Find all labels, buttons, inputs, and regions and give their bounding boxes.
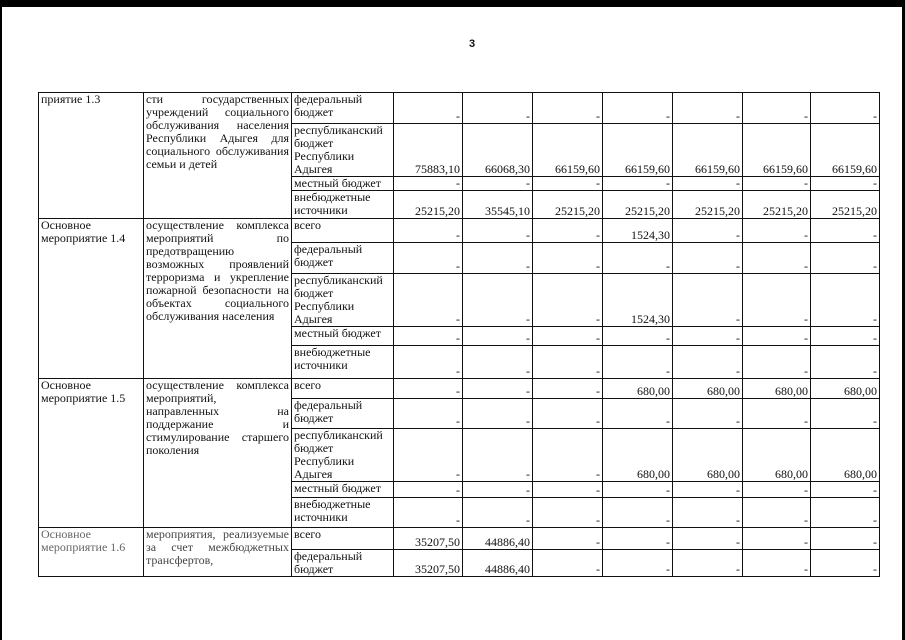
amount-cell: 66159,60 xyxy=(603,124,673,177)
funding-source-cell: всего xyxy=(292,219,394,243)
funding-source-cell: внебюджетные источники xyxy=(292,346,394,379)
amount-cell: - xyxy=(463,346,533,379)
table-row xyxy=(39,93,880,124)
amount-cell: - xyxy=(743,177,811,191)
amount-cell: - xyxy=(394,219,463,243)
funding-source-cell: федеральный бюджет xyxy=(292,550,394,577)
funding-source-cell: внебюджетные источники xyxy=(292,498,394,528)
amount-cell: - xyxy=(603,346,673,379)
amount-cell: - xyxy=(743,346,811,379)
amount-cell: - xyxy=(811,219,880,243)
amount-cell: 25215,20 xyxy=(533,191,603,219)
amount-cell: - xyxy=(743,528,811,550)
amount-cell: - xyxy=(743,219,811,243)
amount-cell: - xyxy=(603,482,673,498)
amount-cell: 25215,20 xyxy=(743,191,811,219)
event-name-cell: приятие 1.3 xyxy=(39,93,144,219)
amount-cell: - xyxy=(533,482,603,498)
amount-cell: - xyxy=(743,327,811,346)
amount-cell: 25215,20 xyxy=(673,191,743,219)
amount-cell: - xyxy=(394,399,463,429)
amount-cell: 35207,50 xyxy=(394,550,463,577)
amount-cell: 66068,30 xyxy=(463,124,533,177)
amount-cell: 75883,10 xyxy=(394,124,463,177)
amount-cell: - xyxy=(463,177,533,191)
event-description-cell: сти государственных учреждений социального обслуживания населения Республики Адыгея для социального обслуживания семьи и детей xyxy=(144,93,292,219)
amount-cell: 66159,60 xyxy=(673,124,743,177)
amount-cell: 680,00 xyxy=(673,379,743,399)
amount-cell: - xyxy=(463,243,533,274)
amount-cell: - xyxy=(394,177,463,191)
funding-source-cell: всего xyxy=(292,528,394,550)
event-name-cell: Основное мероприятие 1.5 xyxy=(39,379,144,528)
amount-cell: - xyxy=(811,243,880,274)
amount-cell: - xyxy=(533,243,603,274)
amount-cell: 25215,20 xyxy=(394,191,463,219)
amount-cell: - xyxy=(533,498,603,528)
funding-source-cell: всего xyxy=(292,379,394,399)
event-name-cell: Основное мероприятие 1.6 xyxy=(39,528,144,577)
table-row xyxy=(39,219,880,243)
amount-cell: - xyxy=(603,399,673,429)
amount-cell: - xyxy=(394,379,463,399)
funding-table xyxy=(38,92,880,577)
amount-cell: 680,00 xyxy=(811,429,880,482)
amount-cell: - xyxy=(533,327,603,346)
amount-cell: - xyxy=(603,177,673,191)
amount-cell: - xyxy=(673,243,743,274)
event-description-cell: мероприятия, реализуемые за счет межбюджетных трансфертов, xyxy=(144,528,292,577)
amount-cell: - xyxy=(673,528,743,550)
amount-cell: - xyxy=(463,429,533,482)
funding-source-cell: республиканский бюджет Республики Адыгея xyxy=(292,274,394,327)
table-row xyxy=(39,528,880,550)
amount-cell: - xyxy=(743,482,811,498)
amount-cell: - xyxy=(463,93,533,124)
amount-cell: - xyxy=(533,429,603,482)
amount-cell: - xyxy=(394,429,463,482)
scan-left-edge xyxy=(0,0,2,640)
amount-cell: - xyxy=(394,243,463,274)
amount-cell: - xyxy=(463,399,533,429)
amount-cell: - xyxy=(603,498,673,528)
amount-cell: - xyxy=(673,498,743,528)
funding-table-body xyxy=(39,93,880,577)
amount-cell: 680,00 xyxy=(743,379,811,399)
amount-cell: - xyxy=(811,498,880,528)
amount-cell: 680,00 xyxy=(811,379,880,399)
amount-cell: - xyxy=(603,243,673,274)
amount-cell: - xyxy=(673,482,743,498)
amount-cell: - xyxy=(673,346,743,379)
event-name-cell: Основное мероприятие 1.4 xyxy=(39,219,144,379)
scan-top-edge xyxy=(0,0,905,7)
funding-source-cell: федеральный бюджет xyxy=(292,243,394,274)
amount-cell: - xyxy=(394,482,463,498)
amount-cell: - xyxy=(603,93,673,124)
amount-cell: 1524,30 xyxy=(603,219,673,243)
amount-cell: - xyxy=(811,177,880,191)
amount-cell: - xyxy=(463,274,533,327)
amount-cell: - xyxy=(673,550,743,577)
amount-cell: - xyxy=(743,498,811,528)
amount-cell: - xyxy=(533,528,603,550)
amount-cell: 35207,50 xyxy=(394,528,463,550)
amount-cell: - xyxy=(463,482,533,498)
amount-cell: 680,00 xyxy=(673,429,743,482)
amount-cell: - xyxy=(673,274,743,327)
amount-cell: - xyxy=(463,219,533,243)
amount-cell: - xyxy=(394,498,463,528)
amount-cell: 44886,40 xyxy=(463,550,533,577)
amount-cell: - xyxy=(463,498,533,528)
amount-cell: - xyxy=(603,528,673,550)
amount-cell: - xyxy=(394,274,463,327)
amount-cell: - xyxy=(533,274,603,327)
amount-cell: - xyxy=(673,327,743,346)
amount-cell: - xyxy=(533,93,603,124)
amount-cell: - xyxy=(811,528,880,550)
amount-cell: - xyxy=(811,482,880,498)
funding-source-cell: местный бюджет xyxy=(292,327,394,346)
amount-cell: - xyxy=(743,399,811,429)
amount-cell: 1524,30 xyxy=(603,274,673,327)
amount-cell: - xyxy=(673,399,743,429)
amount-cell: 66159,60 xyxy=(533,124,603,177)
funding-source-cell: местный бюджет xyxy=(292,482,394,498)
amount-cell: - xyxy=(811,399,880,429)
amount-cell: - xyxy=(811,327,880,346)
amount-cell: - xyxy=(673,219,743,243)
funding-source-cell: республиканский бюджет Республики Адыгея xyxy=(292,429,394,482)
amount-cell: - xyxy=(394,327,463,346)
amount-cell: - xyxy=(533,379,603,399)
amount-cell: - xyxy=(743,93,811,124)
amount-cell: - xyxy=(743,243,811,274)
amount-cell: 44886,40 xyxy=(463,528,533,550)
amount-cell: - xyxy=(533,177,603,191)
funding-source-cell: республиканский бюджет Республики Адыгея xyxy=(292,124,394,177)
amount-cell: - xyxy=(533,219,603,243)
amount-cell: 66159,60 xyxy=(743,124,811,177)
amount-cell: - xyxy=(811,93,880,124)
amount-cell: - xyxy=(463,327,533,346)
amount-cell: - xyxy=(673,93,743,124)
amount-cell: 25215,20 xyxy=(811,191,880,219)
amount-cell: 66159,60 xyxy=(811,124,880,177)
amount-cell: - xyxy=(394,93,463,124)
amount-cell: - xyxy=(463,379,533,399)
funding-source-cell: внебюджетные источники xyxy=(292,191,394,219)
amount-cell: - xyxy=(533,399,603,429)
amount-cell: - xyxy=(603,550,673,577)
amount-cell: - xyxy=(533,550,603,577)
amount-cell: 680,00 xyxy=(743,429,811,482)
funding-source-cell: федеральный бюджет xyxy=(292,399,394,429)
page-number: 3 xyxy=(468,38,476,50)
event-description-cell: осуществление комплекса мероприятий, направленных на поддержание и стимулирование старшего поколения xyxy=(144,379,292,528)
funding-source-cell: местный бюджет xyxy=(292,177,394,191)
event-description-cell: осуществление комплекса мероприятий по предотвращению возможных проявлений терроризма и укрепление пожарной безопасности на объектах социального обслуживания населения xyxy=(144,219,292,379)
amount-cell: 680,00 xyxy=(603,429,673,482)
amount-cell: 680,00 xyxy=(603,379,673,399)
funding-source-cell: федеральный бюджет xyxy=(292,93,394,124)
amount-cell: - xyxy=(673,177,743,191)
amount-cell: - xyxy=(811,274,880,327)
amount-cell: - xyxy=(394,346,463,379)
table-row xyxy=(39,379,880,399)
amount-cell: - xyxy=(743,274,811,327)
amount-cell: - xyxy=(603,327,673,346)
amount-cell: - xyxy=(811,550,880,577)
amount-cell: - xyxy=(743,550,811,577)
amount-cell: - xyxy=(533,346,603,379)
amount-cell: 35545,10 xyxy=(463,191,533,219)
amount-cell: - xyxy=(811,346,880,379)
amount-cell: 25215,20 xyxy=(603,191,673,219)
